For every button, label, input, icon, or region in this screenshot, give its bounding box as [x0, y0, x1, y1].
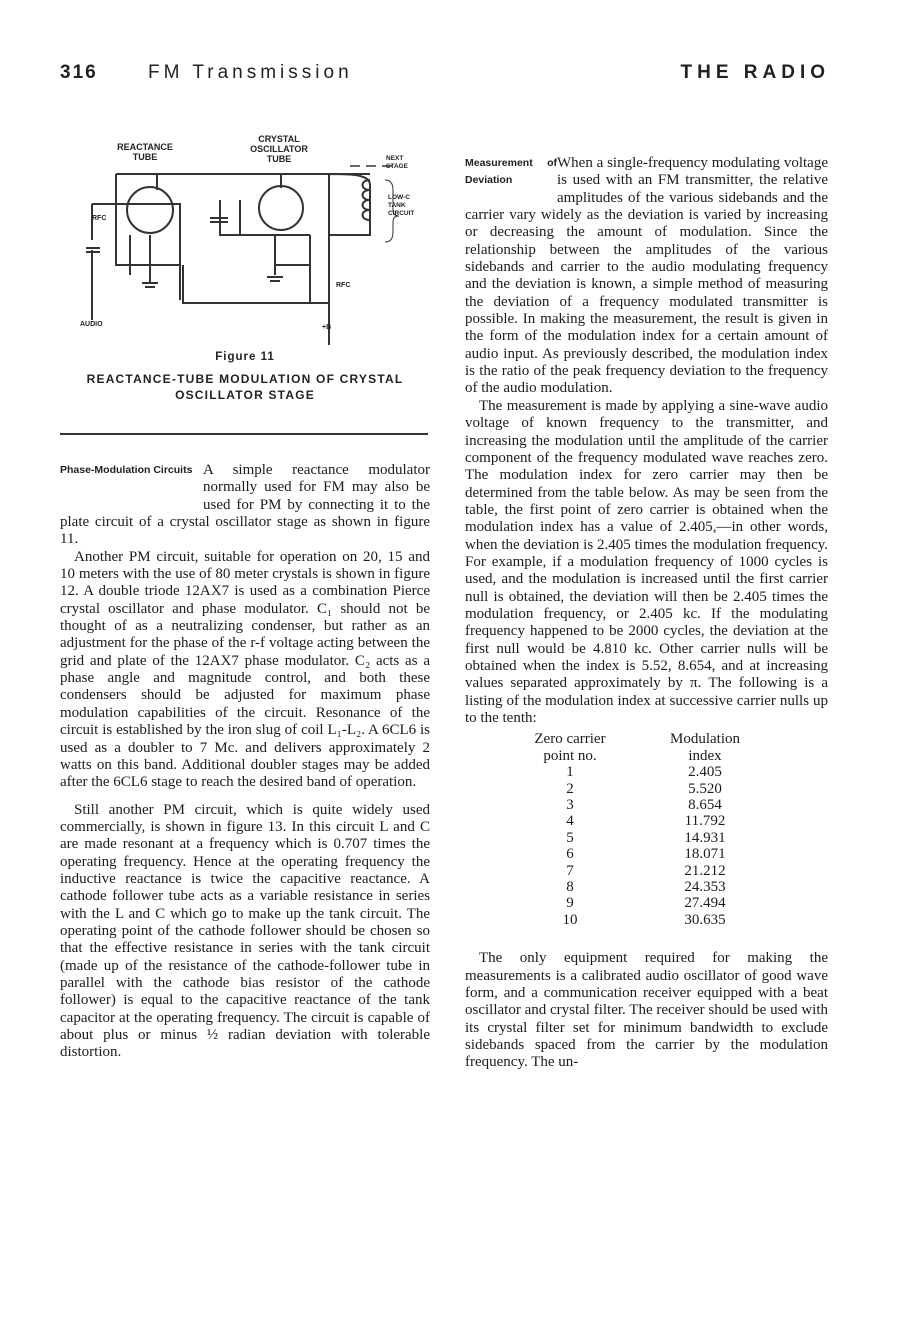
table-row [515, 830, 785, 846]
point-number-cell: 2 [566, 780, 574, 797]
point-number-cell: 1 [566, 764, 574, 781]
paragraph: Another PM circuit, suitable for operation on 20, 15 and 10 meters with the use of 80 meter crystals is shown in figure 12. A double triode 12AX7 is used as a combination Pierce crystal oscillator and phase modulator. C₁ should not be thought of as a neutralizing condenser, but rather as an adjustment for the phase of the r-f voltage acting between the grid and plate of the 12AX7 phase modulator. C₂ acts as a phase angle and magnitude control, and both these condensers should be adjusted for maximum phase modulation capabilities of the circuit. Resonance of the circuit is established by the iron slug of coil L₁-L₂. A 6CL6 is used as a doubler to 7 Mc. and delivers approximately 2 watts on this band. Additional doubler stages may be added after the 6CL6 stage to reach the desired band of operation. [60, 548, 430, 791]
label-tank-circuit: LOW-C TANK CIRCUIT [388, 194, 415, 217]
point-number-cell: 6 [566, 846, 574, 863]
running-title: THE RADIO [680, 62, 830, 83]
paragraph: A simple reactance modulator normally used for FM may also be used for PM by connecting it to the plate circuit of a crystal oscillator stage as shown in figure 11. [60, 462, 430, 548]
modulation-index-cell: 14.931 [684, 829, 726, 846]
modulation-index-cell: 27.494 [684, 895, 726, 912]
figure-title: REACTANCE-TUBE MODULATION OF CRYSTAL OSCILLATOR STAGE [86, 372, 404, 402]
modulation-index-cell: 8.654 [688, 796, 722, 813]
paragraph: The only equipment required for making the measurements is a calibrated audio oscillator of good wave form, and a communication receiver equipped with a beat oscillator and crystal filter. The receiver should be used with its crystal filter set for minimum bandwidth to exclude sidebands spaced from the carrier by the modulation frequency. The un- [465, 950, 828, 1071]
table-row [515, 797, 785, 813]
table-row [515, 846, 785, 862]
label-rfc: RFC [336, 282, 351, 289]
table-row [515, 895, 785, 911]
paragraph: The measurement is made by applying a sine-wave audio voltage of known frequency to the transmitter, and increasing the modulation until the amplitude of the carrier component of the frequency modulated wave reaches zero. The modulation index for zero carrier may then be determined from the table below. As may be seen from the table, the first point of zero carrier is obtained when the modulation index has a value of 2.405,—in other words, when the deviation is 2.405 times the modulation frequency. For example, if a modulation frequency of 1000 cycles is used, and the modulation is increased until the first carrier null is obtained, the deviation will then be 2.405 times the modulation frequency, or 2.405 kc. If the modulating frequency happened to be 2000 cycles, the deviation at the first null would be 4.810 kc. Other carrier nulls will be obtained when the index is 5.52, 8.654, and at increasing values separated approximately by π. The following is a listing of the modulation index at successive carrier nulls up to the tenth: [465, 397, 828, 726]
modulation-index-cell: 2.405 [688, 764, 722, 781]
side-heading-measurement: Measurement of Deviation [465, 157, 557, 186]
paragraph: Still another PM circuit, which is quite widely used commercially, is shown in figure 13. In this circuit L and C are made resonant at a frequency which is 0.707 times the operating frequency. Hence at the operating frequency the inductive reactance is twice the capacitive reactance. A cathode follower tube acts as a variable resistance in series with the L and C which go to make up the tank circuit. The operating point of the cathode follower should be chosen so that the effective resistance in series with the tank circuit (made up of the resistance of the cathode-follower tube in parallel with the cathode bias resistor of the cathode follower) is equal to the capacitive reactance of the tank capacitor at the operating frequency. The circuit is capable of about plus or minus ½ radian deviation with tolerable distortion. [60, 801, 430, 1061]
column-header: point no. [543, 747, 597, 764]
modulation-index-cell: 18.071 [684, 846, 726, 863]
label-rfc: RFC [92, 215, 107, 222]
left-column [60, 462, 430, 1062]
point-number-cell: 3 [566, 796, 574, 813]
section-divider [60, 433, 428, 435]
point-number-cell: 8 [566, 879, 574, 895]
point-number-cell: 5 [566, 829, 574, 846]
point-number-cell: 4 [566, 813, 574, 830]
modulation-index-cell: 11.792 [684, 813, 726, 830]
column-header: Modulation [670, 731, 740, 748]
label-next-stage: NEXT STAGE [386, 155, 408, 170]
modulation-index-cell: 24.353 [684, 879, 726, 895]
page-number: 316 [60, 62, 98, 83]
side-heading-phase-modulation: Phase-Modulation Circuits [60, 464, 193, 476]
label-audio: AUDIO [80, 321, 103, 328]
modulation-index-cell: 21.212 [684, 862, 726, 879]
table-row [515, 764, 785, 780]
point-number-cell: 9 [566, 895, 574, 912]
modulation-index-table [515, 731, 785, 928]
point-number-cell: 7 [566, 862, 574, 879]
right-column [465, 155, 828, 1072]
figure-number: Figure 11 [215, 351, 275, 363]
label-reactance-tube: REACTANCE TUBE [117, 142, 173, 162]
table-row [515, 863, 785, 879]
modulation-index-cell: 30.635 [684, 911, 726, 928]
table-row [515, 813, 785, 829]
column-header: Zero carrier [534, 731, 606, 748]
paragraph: When a single-frequency modulating voltage is used with an FM transmitter, the relative amplitudes of the various sidebands and the carrier vary widely as the deviation is varied by increasing or decreasing the amount of modulation. Since the relationship between the amplitudes of the various sidebands and carrier to the audio modulating frequency and the deviation is known, a simple method of measuring the deviation of a frequency modulated transmitter is possible. In making the measurement, the result is given in the form of the modulation index for a certain amount of audio input. As previously described, the modulation index is the ratio of the peak frequency deviation to the frequency of the audio modulation. [465, 155, 828, 397]
table-row [515, 879, 785, 895]
label-b-plus: +B [322, 324, 332, 331]
table-row [515, 912, 785, 928]
point-number-cell: 10 [562, 911, 578, 928]
label-crystal-oscillator-tube: CRYSTAL OSCILLATOR TUBE [250, 134, 308, 164]
column-header: index [688, 747, 722, 764]
modulation-index-cell: 5.520 [688, 780, 722, 797]
section-title: FM Transmission [148, 62, 353, 83]
table-row [515, 781, 785, 797]
